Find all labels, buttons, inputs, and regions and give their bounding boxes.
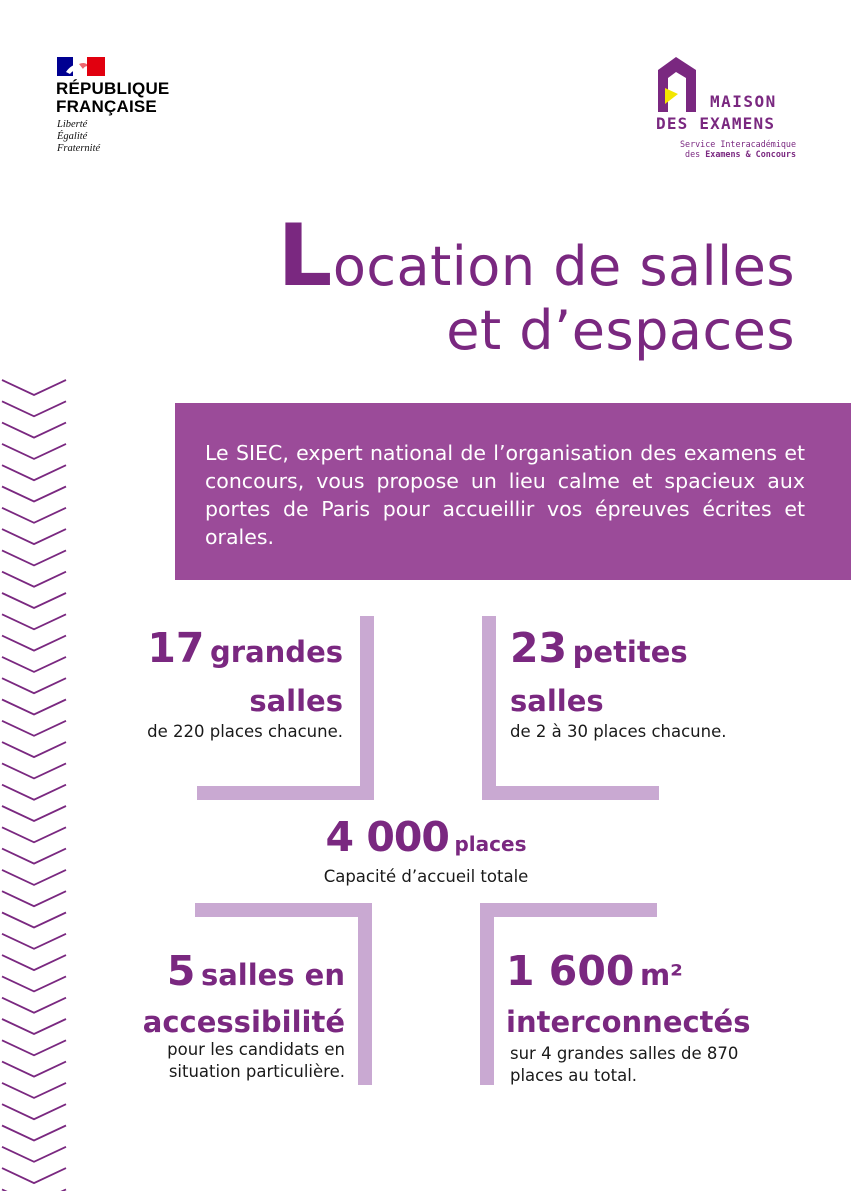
- chevron-mark: [2, 487, 66, 502]
- bar-top-left-horizontal: [197, 786, 374, 800]
- stat-surface: [506, 947, 826, 1043]
- stat-petites-unit: petites: [572, 635, 688, 669]
- bar-top-right-horizontal: [482, 786, 659, 800]
- stat-petites-unit-line2: salles: [510, 684, 604, 718]
- chevron-mark: [2, 1168, 66, 1183]
- chevron-mark: [2, 891, 66, 906]
- stat-accessibilite-unit-line2: accessibilité: [142, 1005, 345, 1039]
- stat-total-description: Capacité d’accueil totale: [323, 867, 529, 886]
- bar-bottom-left-vertical: [358, 903, 372, 1085]
- stat-accessibilite-number: 5: [166, 947, 196, 995]
- chevron-mark: [2, 465, 66, 480]
- maison-des-examens-name-line2: DES EXAMENS: [656, 114, 776, 133]
- page-title: [195, 206, 795, 363]
- stat-petites-salles: [510, 626, 810, 723]
- chevron-mark: [2, 508, 66, 523]
- bar-bottom-right-vertical: [480, 903, 494, 1085]
- stat-petites-number: 23: [510, 624, 568, 672]
- chevron-mark: [2, 742, 66, 757]
- title-line2: et d’espaces: [446, 299, 795, 362]
- marianne-flag-icon: [57, 57, 105, 76]
- chevron-mark: [2, 1147, 66, 1162]
- republique-francaise-name: RÉPUBLIQUE FRANÇAISE: [56, 79, 170, 116]
- intro-text: Le SIEC, expert national de l’organisation des examens et concours, vous propose un lieu calme et spacieux aux portes de Paris pour accueillir vos épreuves écrites et orales.: [205, 441, 805, 549]
- maison-des-examens-logo-icon: [656, 56, 708, 112]
- chevron-mark: [2, 1126, 66, 1141]
- chevron-mark: [2, 593, 66, 608]
- chevron-mark: [2, 572, 66, 587]
- maison-des-examens-subtitle-line2: des Examens & Concours: [685, 149, 796, 159]
- bar-top-right-vertical: [482, 616, 496, 800]
- chevron-mark: [2, 763, 66, 778]
- stat-grandes-unit-line2: salles: [249, 684, 343, 718]
- chevron-mark: [2, 529, 66, 544]
- stat-surface-number: 1 600: [506, 947, 635, 995]
- republique-motto: Liberté Égalité Fraternité: [57, 119, 101, 154]
- stat-surface-description: sur 4 grandes salles de 870 places au total.: [510, 1044, 739, 1085]
- chevron-mark: [2, 1104, 66, 1119]
- stat-petites-description: de 2 à 30 places chacune.: [510, 722, 727, 741]
- stat-grandes-number: 17: [147, 624, 205, 672]
- chevron-mark: [2, 423, 66, 438]
- chevron-mark: [2, 550, 66, 565]
- stat-total-places: [226, 812, 626, 871]
- stat-accessibilite: [25, 947, 345, 1043]
- chevron-mark: [2, 806, 66, 821]
- stat-grandes-salles: [43, 626, 343, 723]
- stat-grandes-unit: grandes: [210, 635, 343, 669]
- chevron-mark: [2, 934, 66, 949]
- chevron-mark: [2, 785, 66, 800]
- chevron-mark: [2, 827, 66, 842]
- stat-surface-unit-line2: interconnectés: [506, 1005, 751, 1039]
- stat-surface-unit: m²: [639, 958, 683, 992]
- bar-bottom-right-horizontal: [480, 903, 657, 917]
- chevron-mark: [2, 849, 66, 864]
- stat-total-number: 4 000: [325, 813, 449, 861]
- chevron-mark: [2, 444, 66, 459]
- maison-des-examens-name-line1: MAISON: [710, 92, 777, 111]
- intro-box: [175, 403, 851, 580]
- chevron-mark: [2, 913, 66, 928]
- chevron-mark: [2, 401, 66, 416]
- chevron-mark: [2, 1083, 66, 1098]
- stat-accessibilite-unit: salles en: [200, 958, 345, 992]
- title-initial: L: [277, 206, 333, 306]
- title-line1: ocation de salles: [332, 235, 795, 298]
- maison-des-examens-subtitle-line1: Service Interacadémique: [680, 139, 796, 149]
- bar-bottom-left-horizontal: [195, 903, 372, 917]
- stat-accessibilite-description: pour les candidats en situation particulière.: [167, 1040, 345, 1081]
- chevron-mark: [2, 380, 66, 395]
- stat-grandes-description: de 220 places chacune.: [147, 722, 343, 741]
- stat-total-unit: places: [454, 832, 527, 856]
- chevron-mark: [2, 870, 66, 885]
- bar-top-left-vertical: [360, 616, 374, 800]
